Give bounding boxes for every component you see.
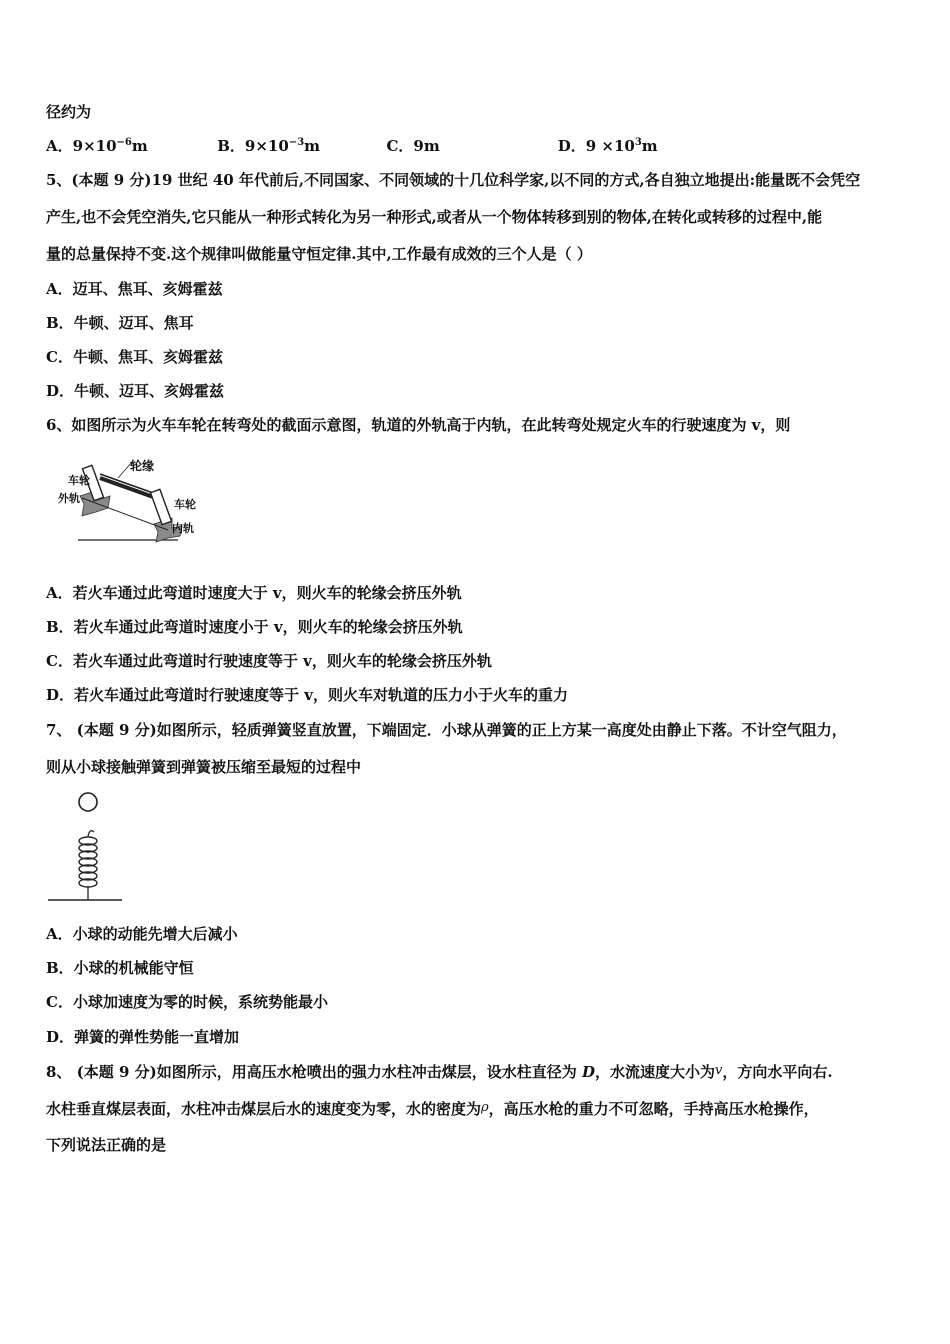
- rim-label: 轮缘: [130, 459, 155, 473]
- spring-icon: [79, 837, 97, 887]
- q6-option-b: B．若火车通过此弯道时速度小于 v，则火车的轮缘会挤压外轨: [46, 618, 463, 636]
- var-d: D: [581, 1063, 595, 1081]
- wheel-left-label: 车轮: [68, 474, 90, 487]
- q6-stem: 6、如图所示为火车车轮在转弯处的截面示意图，轨道的外轨高于内轨，在此转弯处规定火车的行驶速度为 v，则: [46, 416, 791, 434]
- q4-option-d: D．$9 \times 10^3m$: [557, 137, 658, 155]
- q5-option-d: D．牛顿、迈耳、亥姆霍兹: [46, 382, 225, 400]
- q7-stem-line1: 7、 (本题 9 分)如图所示，轻质弹簧竖直放置，下端固定．小球从弹簧的正上方某一高度处由静止下落。不计空气阻力，: [46, 721, 847, 739]
- q4-options: [46, 136, 658, 156]
- q5-stem-line1: 5、(本题 9 分)19 世纪 40 年代前后,不同国家、不同领域的十几位科学家,以不同的方式,各自独立地提出:能量既不会凭空: [46, 171, 861, 189]
- q7-option-b: B．小球的机械能守恒: [46, 959, 194, 977]
- q4-option-a: A．$9\times 10^{-6}m$: [46, 137, 148, 155]
- intro-tail: 径约为: [46, 103, 92, 121]
- q6-option-a: A．若火车通过此弯道时速度大于 v，则火车的轮缘会挤压外轨: [46, 584, 462, 602]
- outer-rail-label: 外轨: [58, 492, 80, 505]
- q7-option-d: D．弹簧的弹性势能一直增加: [46, 1028, 240, 1046]
- q7-option-a: A．小球的动能先增大后减小: [46, 925, 238, 943]
- spring-ball-figure: [46, 788, 126, 906]
- ball-icon: [79, 793, 97, 811]
- q5-option-c: C．牛顿、焦耳、亥姆霍兹: [46, 348, 223, 366]
- var-rho: ρ: [481, 1100, 489, 1115]
- q5-stem-line3: 量的总量保持不变.这个规律叫做能量守恒定律.其中,工作最有成效的三个人是（ ）: [46, 245, 592, 263]
- wheel-right-label: 车轮: [174, 498, 196, 511]
- q5-option-b: B．牛顿、迈耳、焦耳: [46, 314, 194, 332]
- var-v: v: [715, 1063, 723, 1078]
- q8-stem-line3: 下列说法正确的是: [46, 1136, 167, 1154]
- q8-stem-line2: 水柱垂直煤层表面，水柱冲击煤层后水的速度变为零，水的密度为ρ，高压水枪的重力不可忽略，手持高压水枪操作，: [46, 1100, 819, 1118]
- q4-option-b: B．$9\times 10^{-3}m$: [217, 137, 321, 155]
- q5-stem-line2: 产生,也不会凭空消失,它只能从一种形式转化为另一种形式,或者从一个物体转移到别的物体,在转化或转移的过程中,能: [46, 208, 823, 226]
- inner-rail-label: 内轨: [172, 522, 194, 535]
- q6-option-c: C．若火车通过此弯道时行驶速度等于 v，则火车的轮缘会挤压外轨: [46, 652, 492, 670]
- q4-option-c: C．9m: [386, 137, 440, 155]
- q5-option-a: A．迈耳、焦耳、亥姆霍兹: [46, 280, 223, 298]
- q7-option-c: C．小球加速度为零的时候，系统势能最小: [46, 993, 328, 1011]
- train-wheel-figure: [52, 452, 212, 548]
- q6-option-d: D．若火车通过此弯道时行驶速度等于 v，则火车对轨道的压力小于火车的重力: [46, 686, 568, 704]
- q7-stem-line2: 则从小球接触弹簧到弹簧被压缩至最短的过程中: [46, 758, 362, 776]
- q8-stem-line1: 8、 (本题 9 分)如图所示，用高压水枪喷出的强力水柱冲击煤层，设水柱直径为 D，水流速度大小为v，方向水平向右.: [46, 1063, 833, 1081]
